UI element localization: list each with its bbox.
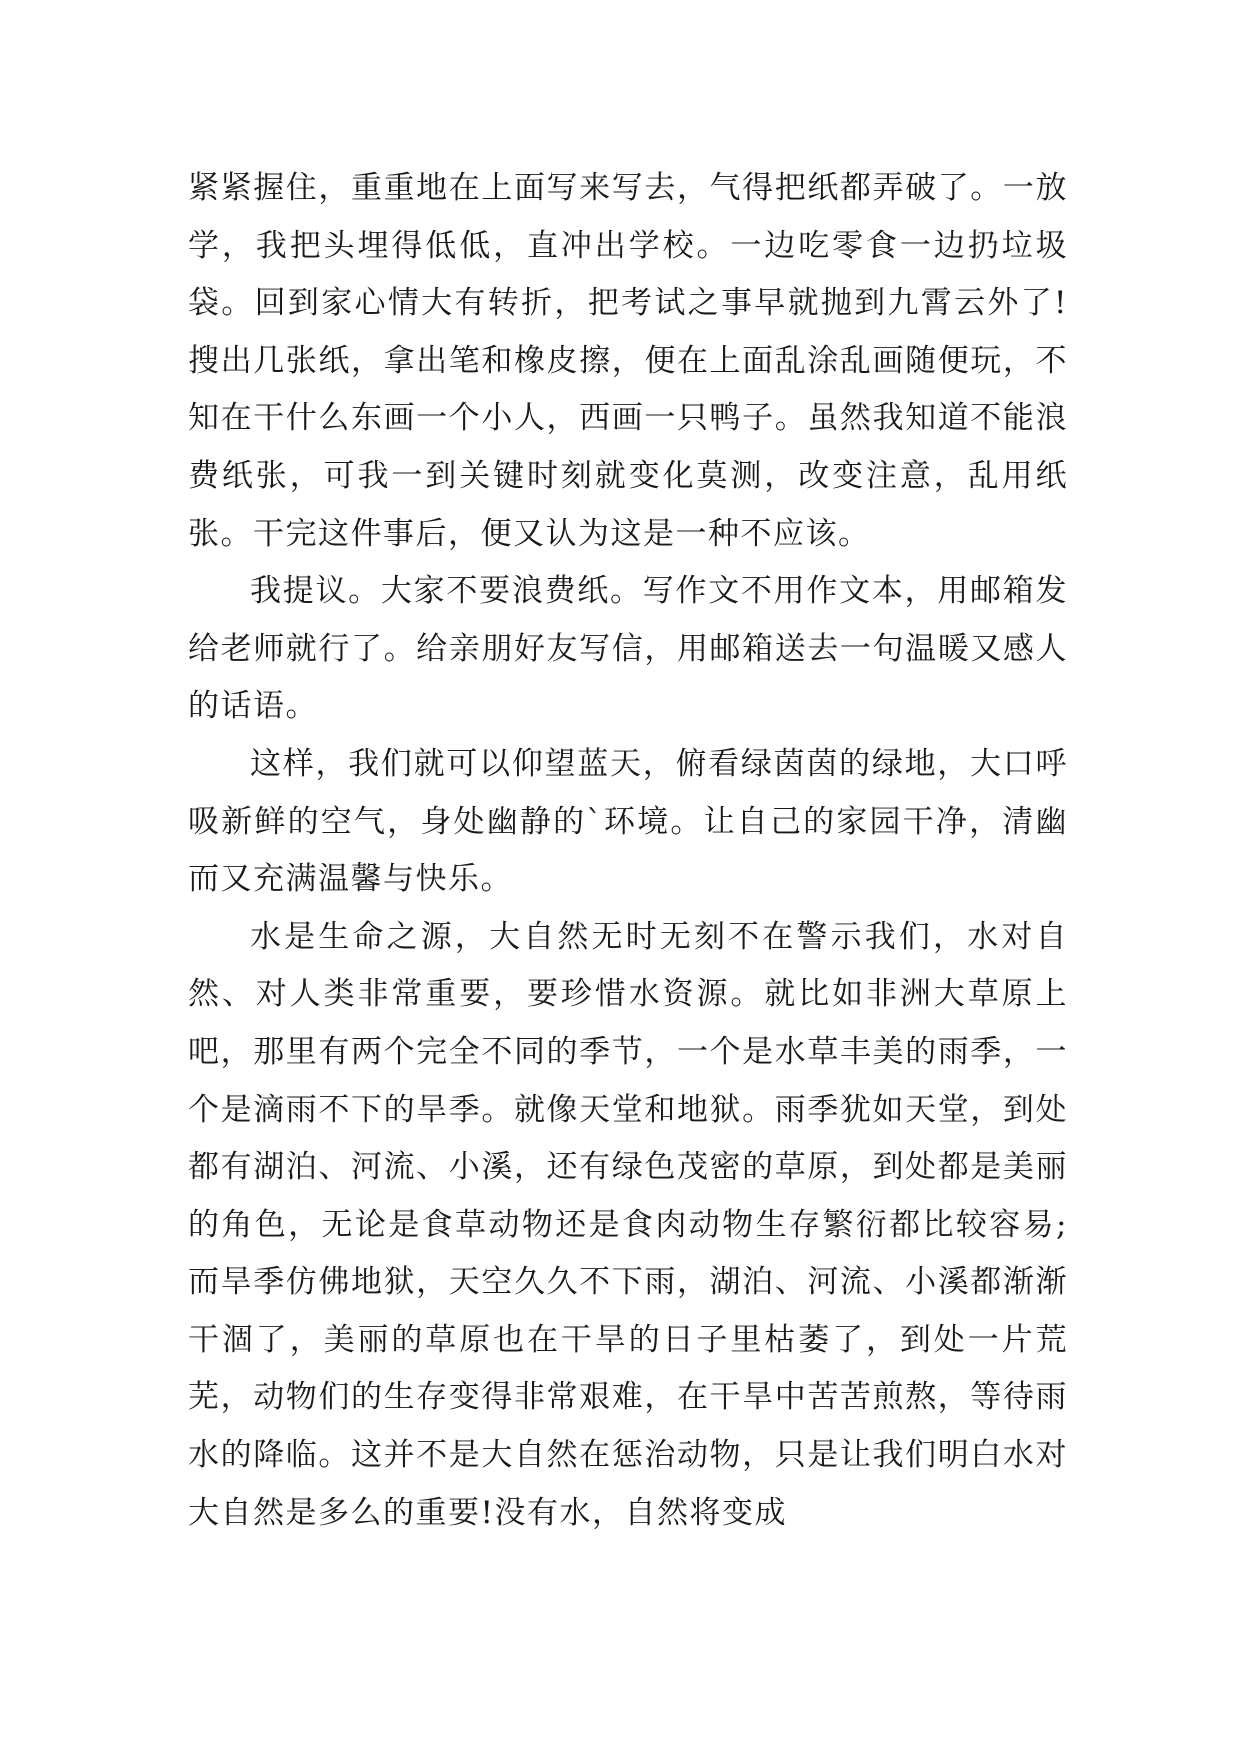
body-text [188,160,1068,1542]
paragraph-2: 我提议。大家不要浪费纸。写作文不用作文本，用邮箱发给老师就行了。给亲朋好友写信，用邮箱送去一句温暖又感人的话语。 [188,573,1068,725]
paragraph-1: 紧紧握住，重重地在上面写来写去，气得把纸都弄破了。一放学，我把头埋得低低，直冲出学校。一边吃零食一边扔垃圾袋。回到家心情大有转折，把考试之事早就抛到九霄云外了!搜出几张纸，拿出笔和橡皮擦，便在上面乱涂乱画随便玩，不知在干什么东画一个小人，西画一只鸭子。虽然我知道不能浪费纸张，可我一到关键时刻就变化莫测，改变注意，乱用纸张。干完这件事后，便又认为这是一种不应该。 [188,170,1068,552]
paragraph-3: 这样，我们就可以仰望蓝天，俯看绿茵茵的绿地，大口呼吸新鲜的空气，身处幽静的`环境。让自己的家园干净，清幽而又充满温馨与快乐。 [188,745,1068,898]
paragraph-4: 水是生命之源，大自然无时无刻不在警示我们，水对自然、对人类非常重要，要珍惜水资源。就比如非洲大草原上吧，那里有两个完全不同的季节，一个是水草丰美的雨季，一个是滴雨不下的旱季。就像天堂和地狱。雨季犹如天堂，到处都有湖泊、河流、小溪，还有绿色茂密的草原，到处都是美丽的角色，无论是食草动物还是食肉动物生存繁衍都比较容易;而旱季仿佛地狱，天空久久不下雨，湖泊、河流、小溪都渐渐干涸了，美丽的草原也在干旱的日子里枯萎了，到处一片荒芜，动物们的生存变得非常艰难，在干旱中苦苦煎熬，等待雨水的降临。这并不是大自然在惩治动物，只是让我们明白水对大自然是多么的重要!没有水，自然将变成 [188,918,1068,1531]
